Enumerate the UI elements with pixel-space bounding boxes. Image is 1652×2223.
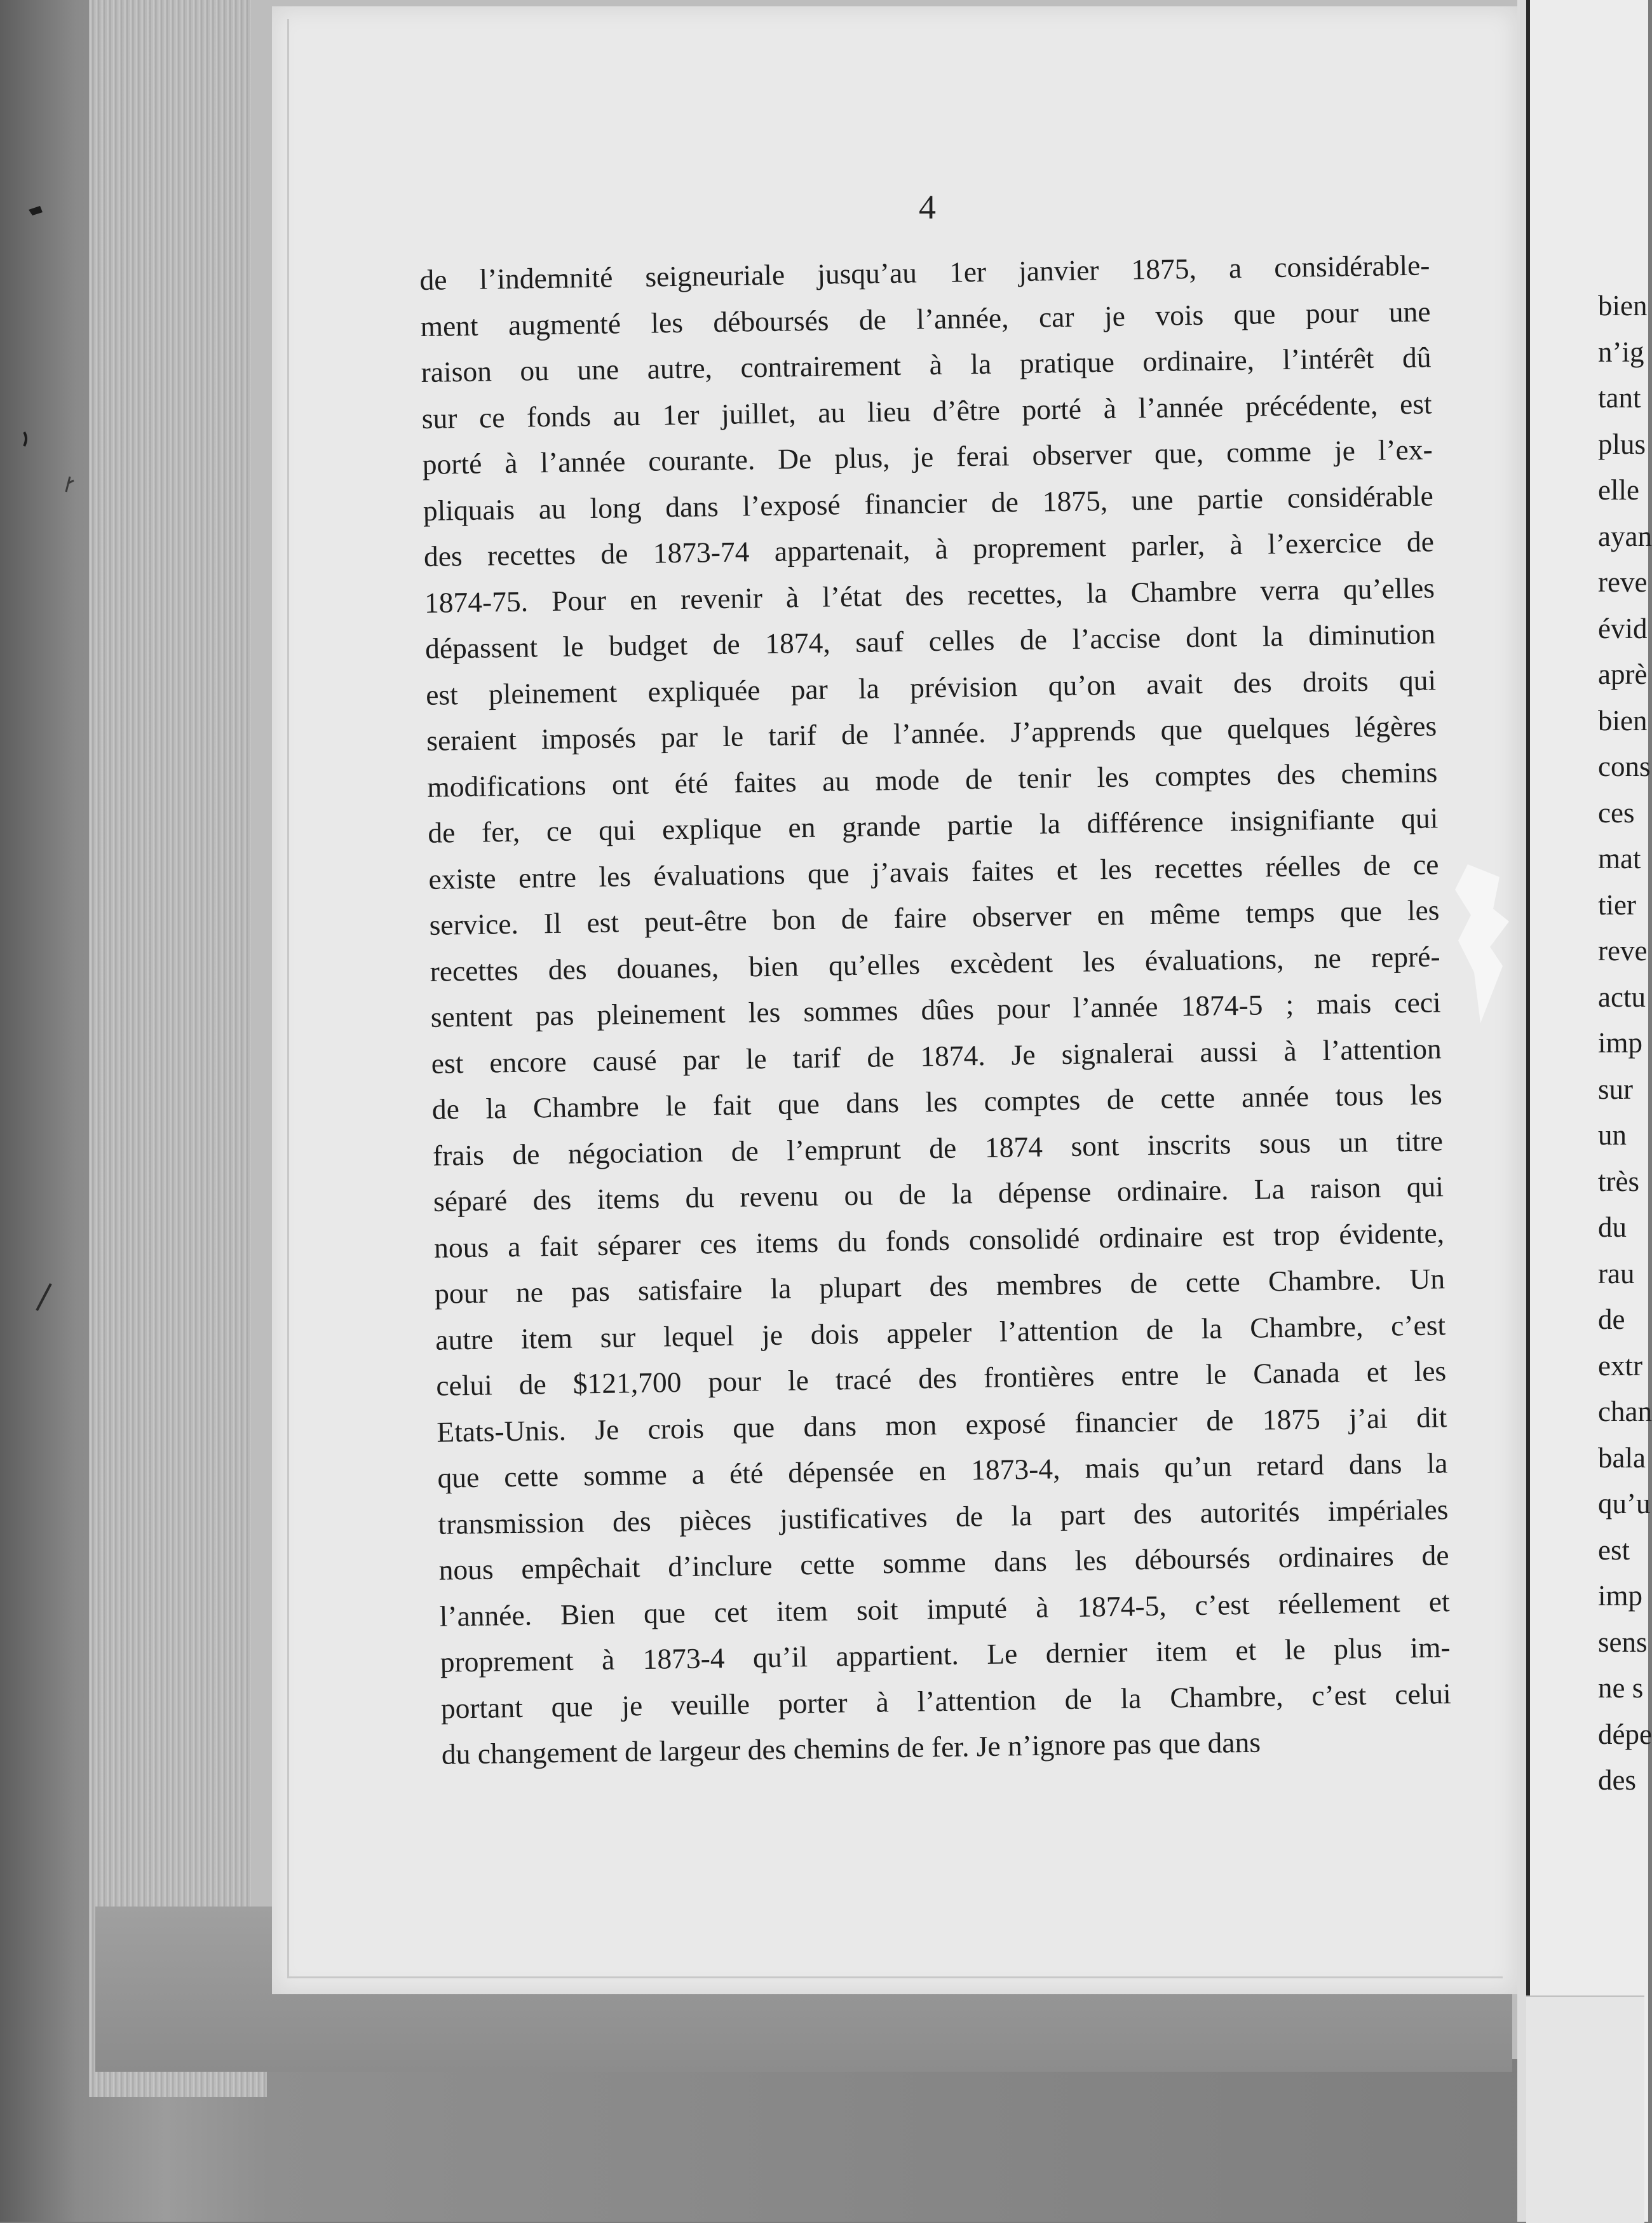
text-line: portant que je veuille porter à l’attention de la Chambre, c’est celui [440, 1676, 1452, 1725]
facing-page-line-fragment: imp [1598, 1580, 1643, 1612]
facing-page-line-fragment: dépe [1598, 1718, 1652, 1750]
text-line: seraient imposés par le tarif de l’année. J’apprends que quelques légères [426, 709, 1437, 757]
text-line: que cette somme a été dépensée en 1873-4, mais qu’un retard dans la [437, 1446, 1448, 1494]
facing-page-text-area [1526, 0, 1652, 1907]
facing-page-text [1598, 283, 1652, 1804]
text-line: de fer, ce qui explique en grande partie la différence insignifiante qui [428, 801, 1439, 849]
facing-page-line-fragment: de [1598, 1303, 1625, 1335]
text-line: recettes des douanes, bien qu’elles excèdent les évaluations, ne repré- [430, 939, 1440, 988]
facing-page-line-fragment: ayan [1598, 520, 1652, 552]
text-line: autre item sur lequel je dois appeler l’attention de la Chambre, c’est [435, 1308, 1446, 1356]
text-line: est pleinement expliquée par la prévision qu’on avait des droits qui [425, 663, 1437, 711]
text-line: frais de négociation de l’emprunt de 1874 sont inscrits sous un titre [432, 1124, 1444, 1172]
facing-page-line-fragment: ne s [1598, 1672, 1644, 1704]
text-line: de la Chambre le fait que dans les comptes de cette année tous les [431, 1078, 1443, 1125]
text-line: sentent pas pleinement les sommes dûes pour l’année 1874-5 ; mais ceci [430, 986, 1441, 1033]
facing-page-line-fragment: plus [1598, 428, 1646, 460]
facing-page-line-fragment: reve [1598, 935, 1648, 967]
text-line: est encore causé par le tarif de 1874. Je signalerai aussi à l’attention [431, 1031, 1442, 1080]
facing-page-line-fragment: évid [1598, 612, 1648, 644]
left-page [272, 6, 1517, 1994]
facing-page-line-fragment: tier [1598, 888, 1636, 921]
facing-page-line-fragment: extr [1598, 1349, 1642, 1382]
facing-page-line-fragment: ces [1598, 796, 1635, 829]
text-line: du changement de largeur des chemins de fer. Je n’ignore pas que dans [441, 1725, 1261, 1771]
paper-tear-mark [1455, 864, 1512, 1023]
text-line: pour ne pas satisfaire la plupart des membres de cette Chambre. Un [434, 1262, 1446, 1310]
text-line: celui de $121,700 pour le tracé des frontières entre le Canada et les [435, 1354, 1447, 1402]
margin-specks [19, 203, 76, 1347]
page-number: 4 [919, 188, 936, 226]
facing-page-line-fragment: aprè [1598, 658, 1648, 690]
facing-page-line-fragment: reve [1598, 566, 1648, 598]
facing-page-line-fragment: un [1598, 1119, 1627, 1151]
text-line: dépassent le budget de 1874, sauf celles de l’accise dont la diminution [424, 617, 1436, 665]
text-line: séparé des items du revenu ou de la dépense ordinaire. La raison qui [433, 1170, 1444, 1218]
facing-page-line-fragment: bien [1598, 704, 1648, 737]
facing-page-line-fragment: actu [1598, 981, 1646, 1013]
facing-page-line-fragment: tant [1598, 382, 1641, 414]
facing-page-line-fragment: du [1598, 1211, 1627, 1243]
facing-page-line-fragment: elle [1598, 474, 1639, 506]
text-line: modifications ont été faites au mode de tenir les comptes des chemins [426, 755, 1438, 803]
facing-page-line-fragment: n’ig [1598, 336, 1644, 368]
facing-page-line-fragment: mat [1598, 843, 1641, 874]
text-line: l’année. Bien que cet item soit imputé à 1874-5, c’est réellement et [439, 1584, 1450, 1633]
facing-page-line-fragment: très [1598, 1165, 1639, 1197]
page-edges-stack [89, 0, 267, 2097]
text-line: nous a fait séparer ces items du fonds consolidé ordinaire est trop évidente, [433, 1216, 1445, 1264]
facing-page-bottom [1526, 1995, 1644, 2223]
facing-page-line-fragment: bien [1598, 290, 1648, 322]
gutter [1517, 0, 1526, 2222]
body-text [419, 242, 1452, 1778]
text-line: nous empêchait d’inclure cette somme dans les déboursés ordinaires de [438, 1539, 1449, 1586]
text-line: ment augmenté les déboursés de l’année, car je vois que pour une [420, 294, 1431, 343]
facing-page-line-fragment: sur [1598, 1073, 1633, 1105]
facing-page-line-fragment: est [1598, 1533, 1630, 1566]
text-line: porté à l’année courante. De plus, je ferai observer que, comme je l’ex- [422, 433, 1433, 480]
facing-page-line-fragment: imp [1598, 1027, 1643, 1059]
facing-page-line-fragment: des [1598, 1764, 1636, 1796]
text-line: service. Il est peut-être bon de faire observer en même temps que les [429, 894, 1440, 941]
text-line: pliquais au long dans l’exposé financier de 1875, une partie considérable [423, 479, 1434, 527]
text-line: de l’indemnité seigneuriale jusqu’au 1er janvier 1875, a considérable- [419, 248, 1430, 296]
text-line: Etats-Unis. Je crois que dans mon exposé financier de 1875 j’ai dit [437, 1400, 1447, 1448]
facing-page-line-fragment: chan [1598, 1396, 1652, 1427]
facing-page-line-fragment: sens [1598, 1626, 1648, 1658]
facing-page-line-fragment: bala [1598, 1441, 1646, 1474]
facing-page-line-fragment: cons [1598, 751, 1651, 782]
facing-page-line-fragment: rau [1598, 1257, 1635, 1289]
text-line: existe entre les évaluations que j’avais faites et les recettes réelles de ce [428, 847, 1439, 895]
text-line: transmission des pièces justificatives de la part des autorités impériales [438, 1492, 1449, 1540]
text-line: 1874-75. Pour en revenir à l’état des recettes, la Chambre verra qu’elles [424, 571, 1435, 619]
text-line: proprement à 1873-4 qu’il appartient. Le dernier item et le plus im- [440, 1631, 1451, 1678]
text-line: raison ou une autre, contrairement à la pratique ordinaire, l’intérêt dû [421, 341, 1432, 388]
text-line: des recettes de 1873-74 appartenait, à proprement parler, à l’exercice de [423, 525, 1435, 573]
facing-page-line-fragment: qu’u [1598, 1488, 1651, 1519]
text-line: sur ce fonds au 1er juillet, au lieu d’être porté à l’année précédente, est [421, 386, 1432, 435]
